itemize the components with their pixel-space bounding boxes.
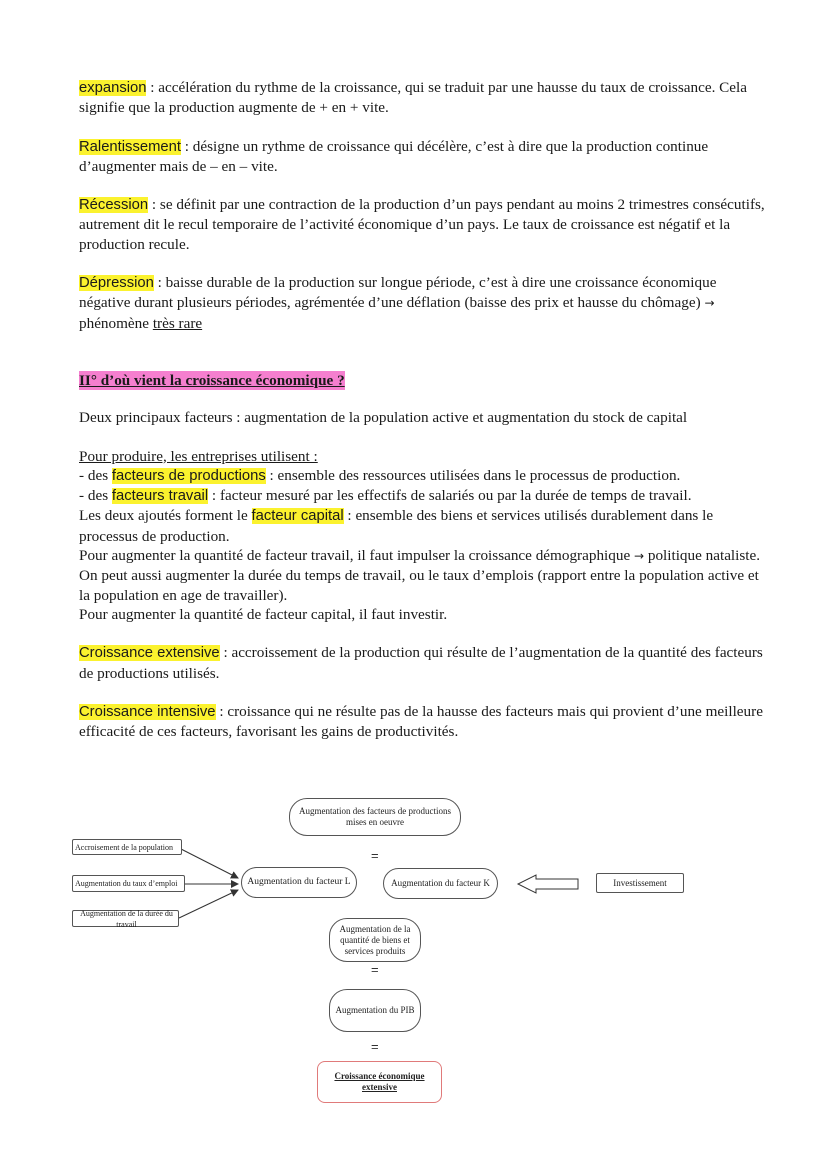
produire-line: - des facteurs de productions : ensemble des ressources utilisées dans le processus de production. [79,466,681,484]
arrow-duree-to-l [179,890,238,918]
term-highlight: Dépression [79,275,154,292]
term-highlight: facteurs travail [111,488,209,505]
definition-text: : désigne un rythme de croissance qui décélère, c’est à dire que la production continue d’augmenter mais de – en – vite. [79,137,709,175]
node-duree-travail: Augmentation de la durée du travail [72,910,179,927]
document-body [79,78,769,760]
def-croissance-extensive [79,643,769,683]
right-arrow-icon: → [633,549,645,564]
node-investissement: Investissement [596,873,684,893]
produire-block [79,447,769,625]
node-facteur-l: Augmentation du facteur L [241,867,357,898]
def-ralentissement [79,137,769,177]
def-recession [79,195,769,254]
right-arrow-icon: → [704,296,715,311]
term-highlight: expansion [79,80,147,96]
node-biens-services: Augmentation de la quantité de biens et services produits [329,918,421,962]
node-pib: Augmentation du PIB [329,989,421,1032]
produire-heading: Pour produire, les entreprises utilisent : [79,447,318,465]
term-highlight: Croissance intensive [79,703,216,720]
definition-text: : accroissement de la production qui résulte de l’augmentation de la quantité des facteurs de productions utilisés. [79,644,763,682]
node-taux-emploi: Augmentation du taux d’emploi [72,875,185,892]
equals-sign: = [371,848,379,863]
node-facteurs-production: Augmentation des facteurs de productions mises en oeuvre [289,798,461,836]
term-highlight: Ralentissement [79,138,181,155]
section-title: II° d’où vient la croissance économique ? [79,371,345,389]
definition-text: : croissance qui ne résulte pas de la hausse des facteurs mais qui provient d’une meilleure efficacité de ces facteurs, favorisant les gains de productivités. [79,702,763,741]
definition-text: : baisse durable de la production sur longue période, c’est à dire une croissance économique négative durant plusieurs périodes, agrémentée d’une déflation (baisse des prix et hausse du chômage) [79,274,717,312]
node-croissance-extensive: Croissance économique extensive [317,1061,442,1103]
definition-text: : se définit par une contraction de la production d’un pays pendant au moins 2 trimestres consécutifs, autrement dit le recul temporaire de l’activité économique d’un pays. Le taux de croissance est négatif et la production recule. [79,196,765,253]
def-expansion [79,78,769,118]
term-highlight: Récession [79,197,149,214]
produire-line: Pour augmenter la quantité de facteur travail, il faut impulser la croissance démographique → politique nataliste. On peut aussi augmenter la durée du temps de travail, ou le taux d’emplois (rapport entre la population active et la population en age de travailler). [79,547,761,604]
hollow-arrow-invest-to-k [518,875,578,893]
term-highlight: Croissance extensive [79,645,220,662]
node-population: Accroisement de la population [72,839,182,855]
def-depression [79,273,769,333]
definition-text: phénomène [79,314,153,332]
produire-line: Les deux ajoutés forment le facteur capital : ensemble des biens et services utilisés durablement dans le processus de production. [79,507,714,545]
node-facteur-k: Augmentation du facteur K [383,868,498,899]
underlined-text: très rare [152,314,203,332]
intro-paragraph: Deux principaux facteurs : augmentation de la population active et augmentation du stock de capital [79,409,688,427]
produire-line: Pour augmenter la quantité de facteur capital, il faut investir. [79,605,448,623]
arrow-pop-to-l [181,849,238,878]
definition-text: : accélération du rythme de la croissance, qui se traduit par une hausse du taux de croissance. Cela signifie que la production augmente de + en + vite. [79,79,747,117]
term-highlight: facteur capital [251,508,344,525]
produire-line: - des facteurs travail : facteur mesuré par les effectifs de salariés ou par la durée de temps de travail. [79,487,692,505]
equals-sign: = [371,962,379,977]
equals-sign: = [371,1039,379,1054]
term-highlight: facteurs de productions [111,467,266,484]
def-croissance-intensive [79,702,769,742]
